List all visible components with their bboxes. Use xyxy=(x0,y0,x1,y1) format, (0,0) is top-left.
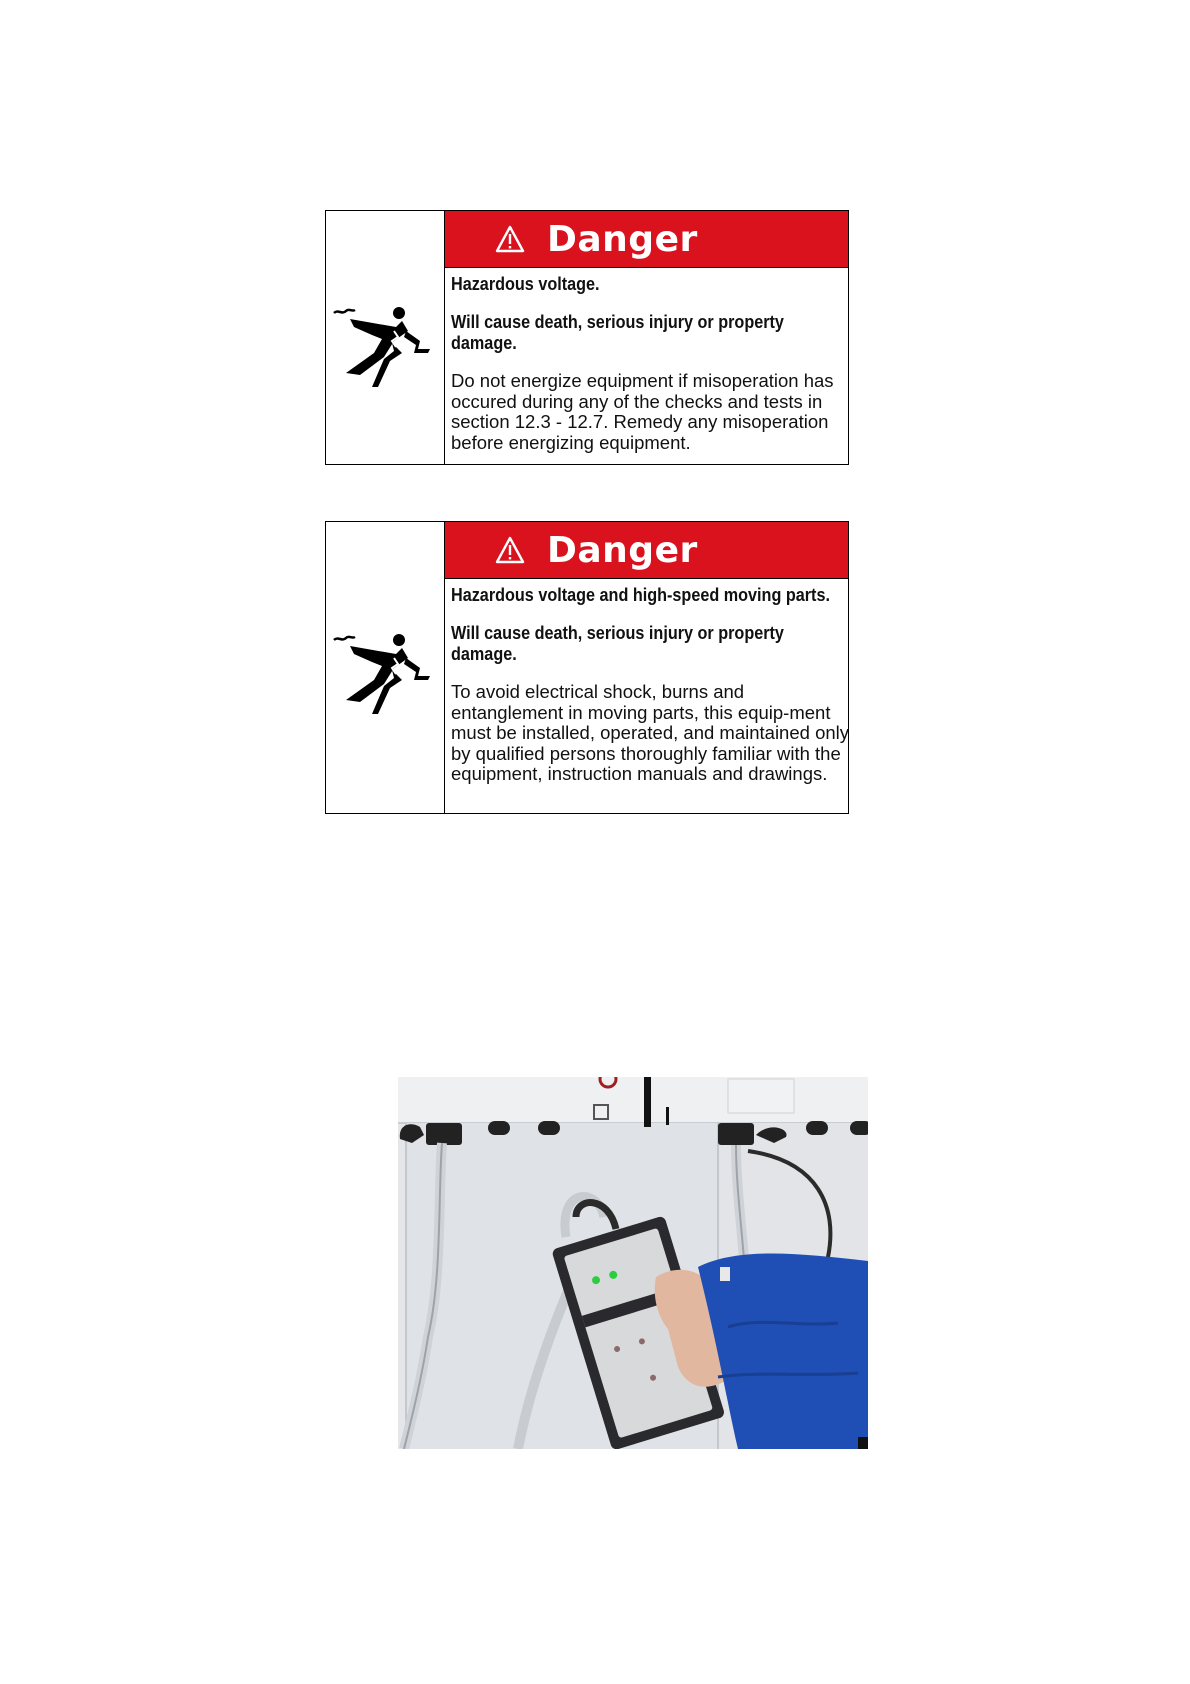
shock-icon-column xyxy=(326,522,445,813)
danger-title: Danger xyxy=(547,218,698,260)
danger-header xyxy=(445,211,848,268)
hazard-statement: Hazardous voltage and high-speed moving parts. xyxy=(451,585,830,605)
danger-body xyxy=(451,582,850,785)
consequence-statement: Will cause death, serious injury or property damage. xyxy=(451,312,784,353)
danger-title: Danger xyxy=(547,529,698,571)
danger-notice-2 xyxy=(325,521,849,814)
danger-body xyxy=(451,271,846,453)
danger-header xyxy=(445,522,848,579)
electric-shock-icon xyxy=(332,301,440,401)
instruction-text: To avoid electrical shock, burns and entanglement in moving parts, this equip-ment must be installed, operated, and maintained only by qualified persons thoroughly familiar with the equipment, instruction manuals and drawings. xyxy=(451,681,850,784)
shock-icon-column xyxy=(326,211,445,464)
consequence-statement: Will cause death, serious injury or property damage. xyxy=(451,623,784,664)
voltage-tester-photo xyxy=(398,1077,868,1449)
hazard-statement: Hazardous voltage. xyxy=(451,274,600,294)
photo-illustration xyxy=(398,1077,868,1449)
instruction-text: Do not energize equipment if misoperation has occured during any of the checks and tests in section 12.3 - 12.7. Remedy any misoperation before energizing equipment. xyxy=(451,370,834,453)
electric-shock-icon xyxy=(332,628,440,728)
warning-triangle-icon xyxy=(495,225,525,253)
warning-triangle-icon xyxy=(495,536,525,564)
danger-notice-1 xyxy=(325,210,849,465)
